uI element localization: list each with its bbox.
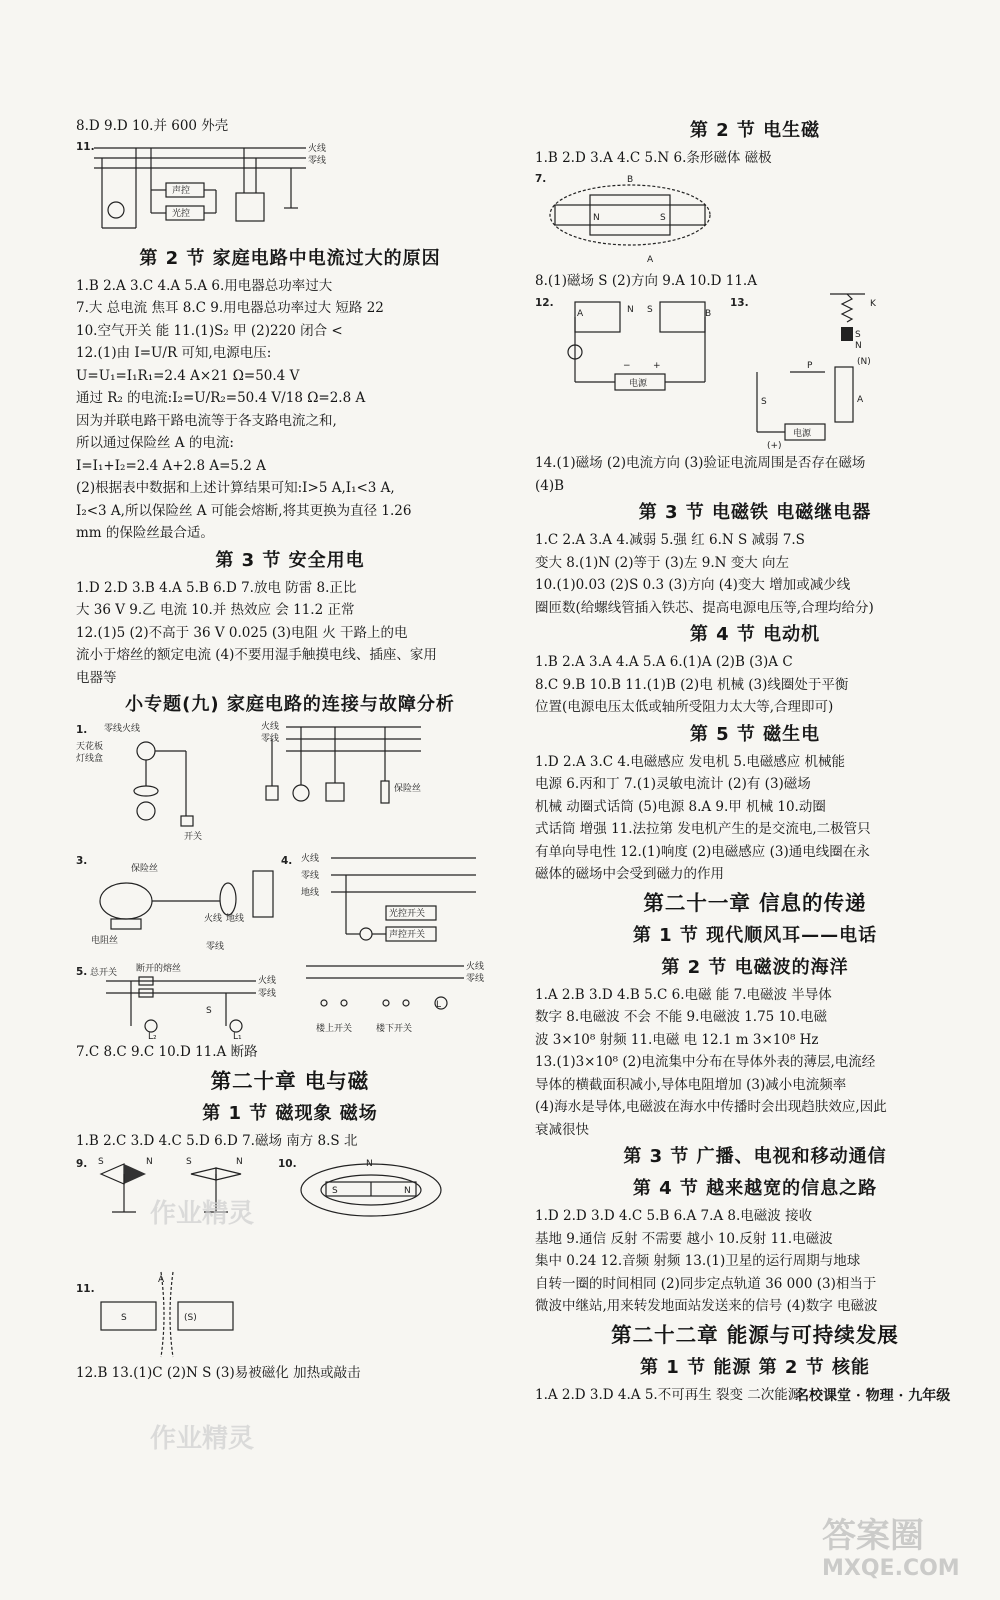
section-safety-answers bbox=[76, 577, 504, 690]
label: A bbox=[647, 254, 654, 265]
section-emag-answers bbox=[535, 529, 975, 619]
answer-line: I=I₁+I₂=2.4 A+2.8 A=5.2 A bbox=[76, 457, 266, 474]
answer-line: 机械 动圈式话筒 (5)电源 8.A 9.甲 机械 10.动圈 bbox=[535, 798, 826, 815]
magnet-pole-icon bbox=[101, 1302, 156, 1330]
label: K bbox=[870, 299, 876, 309]
figure-number: 7. bbox=[535, 172, 547, 185]
section-title: 第 1 节 能源 第 2 节 核能 bbox=[640, 1356, 870, 1378]
figure-number: 10. bbox=[278, 1158, 297, 1170]
circuit-figures-q12-q13 bbox=[535, 292, 975, 452]
chapter-title: 第二十一章 信息的传递 bbox=[643, 890, 867, 915]
label: N bbox=[593, 212, 600, 223]
answer-line: 导体的横截面积减小,导体电阻增加 (3)减小电流频率 bbox=[535, 1076, 847, 1093]
section-title: 第 1 节 磁现象 磁场 bbox=[202, 1102, 378, 1124]
watermark: 作业精灵 bbox=[150, 1199, 255, 1229]
switch-icon bbox=[181, 816, 193, 826]
answer-line: 7.C 8.C 9.C 10.D 11.A 断路 bbox=[76, 1044, 258, 1060]
label: S bbox=[98, 1157, 104, 1167]
label: 光控开关 bbox=[389, 909, 426, 919]
label: L₂ bbox=[148, 1032, 157, 1041]
kettle-icon bbox=[100, 883, 152, 919]
answer-line: 式话筒 增强 11.法拉第 发电机产生的是交流电,二极管只 bbox=[535, 821, 871, 837]
section-title: 第 4 节 电动机 bbox=[689, 624, 821, 645]
light-control-label: 光控 bbox=[172, 208, 191, 219]
answer-line: 8.(1)磁场 S (2)方向 9.A 10.D 11.A bbox=[535, 272, 757, 289]
answer-line: 衰减很快 bbox=[535, 1121, 589, 1138]
answer-line: 电器等 bbox=[76, 669, 117, 686]
answer-line: 12.B 13.(1)C (2)N S (3)易被磁化 加热或敲击 bbox=[76, 1365, 361, 1381]
label: N bbox=[146, 1157, 153, 1167]
label: 火线 bbox=[261, 722, 280, 732]
label: 地线 bbox=[226, 914, 245, 924]
answer-line: 1.A 2.D 3.D 4.A 5.不可再生 裂变 二次能源 bbox=[535, 1386, 802, 1403]
label: A bbox=[857, 395, 864, 405]
label: 电源 bbox=[629, 379, 648, 389]
answer-line: (4)B bbox=[535, 477, 565, 494]
section-title: 第 3 节 广播、电视和移动通信 bbox=[623, 1146, 887, 1167]
answer-line: 磁体的磁场中会受到磁力的作用 bbox=[535, 866, 724, 882]
solenoid-icon bbox=[590, 195, 670, 235]
answer-line: 1.B 2.C 3.D 4.C 5.D 6.D 7.磁场 南方 8.S 北 bbox=[76, 1132, 358, 1149]
lamp-icon bbox=[360, 928, 372, 940]
label: S bbox=[647, 305, 653, 315]
section-current-answers bbox=[76, 275, 504, 545]
figure-number: 9. bbox=[76, 1158, 88, 1170]
switch-icon bbox=[266, 786, 278, 800]
section-wave-answers bbox=[535, 984, 975, 1142]
fuse-icon bbox=[381, 781, 389, 803]
lamp-icon bbox=[108, 202, 124, 218]
plug-icon bbox=[220, 883, 236, 915]
answer-line: 10.(1)0.03 (2)S 0.3 (3)方向 (4)变大 增加或减少线 bbox=[535, 577, 851, 593]
label: 楼上开关 bbox=[316, 1024, 353, 1034]
label: 零线 bbox=[466, 974, 485, 984]
answer-line: 1.C 2.A 3.A 4.减弱 5.强 红 6.N S 减弱 7.S bbox=[535, 532, 805, 548]
label: N bbox=[855, 341, 862, 351]
answer-line: 14.(1)磁场 (2)电流方向 (3)验证电流周围是否存在磁场 bbox=[535, 455, 866, 471]
label: A bbox=[577, 309, 584, 319]
solenoid-figure-q7 bbox=[535, 170, 975, 270]
label: (+) bbox=[767, 441, 782, 451]
section-elec-answers bbox=[535, 452, 975, 497]
label: N bbox=[236, 1157, 243, 1167]
label: N bbox=[404, 1186, 411, 1196]
label: 地线 bbox=[301, 888, 320, 898]
label: (S) bbox=[184, 1313, 197, 1323]
section-title: 第 3 节 电磁铁 电磁继电器 bbox=[638, 502, 872, 523]
label: − bbox=[623, 361, 631, 371]
section-title: 第 4 节 越来越宽的信息之路 bbox=[632, 1178, 878, 1199]
section-title: 第 1 节 现代顺风耳——电话 bbox=[632, 924, 878, 946]
answer-line: mm 的保险丝最合适。 bbox=[76, 525, 214, 541]
section-motor-answers bbox=[535, 651, 975, 719]
label: 零线 bbox=[261, 734, 280, 744]
label: 总开关 bbox=[90, 968, 118, 978]
answer-line: 7.大 总电流 焦耳 8.C 9.用电器总功率过大 短路 22 bbox=[76, 300, 384, 316]
label: S bbox=[186, 1157, 192, 1167]
answer-line: 1.B 2.D 3.A 4.C 5.N 6.条形磁体 磁极 bbox=[535, 150, 772, 166]
answer-line: 圈匝数(给螺线管插入铁芯、提高电源电压等,合理均给分) bbox=[535, 599, 874, 616]
section-title: 第 2 节 电生磁 bbox=[689, 120, 821, 141]
section-title: 第 2 节 家庭电路中电流过大的原因 bbox=[139, 247, 441, 269]
label: S bbox=[761, 397, 767, 407]
answer-line: 微波中继站,用来转发地面站发送来的信号 (4)数字 电磁波 bbox=[535, 1298, 878, 1314]
answer-line: 1.A 2.B 3.D 4.B 5.C 6.电磁 能 7.电磁波 半导体 bbox=[535, 986, 832, 1003]
label: 火线 bbox=[301, 854, 320, 864]
label: S bbox=[332, 1186, 338, 1196]
fire-wire-label: 火线 bbox=[308, 143, 327, 154]
label: 天花板 bbox=[76, 742, 104, 752]
watermark: 作业精灵 bbox=[150, 1424, 255, 1454]
answer-line: 1.D 2.D 3.D 4.C 5.B 6.A 7.A 8.电磁波 接收 bbox=[535, 1208, 813, 1224]
label: 电阻丝 bbox=[91, 936, 119, 946]
chapter-title: 第二十二章 能源与可持续发展 bbox=[611, 1322, 899, 1347]
answer-line: 12.(1)由 I=U/R 可知,电源电压: bbox=[76, 345, 272, 361]
answer-line: 8.C 9.B 10.B 11.(1)B (2)电 机械 (3)线圈处于平衡 bbox=[535, 676, 849, 693]
label: S bbox=[206, 1006, 212, 1016]
answer-line: I₂<3 A,所以保险丝 A 可能会熔断,将其更换为直径 1.26 bbox=[76, 502, 412, 519]
label: L bbox=[436, 1000, 442, 1010]
figure-number: 4. bbox=[281, 855, 293, 867]
label: (N) bbox=[857, 357, 871, 367]
label: 零线 bbox=[301, 871, 320, 881]
figure-number: 11. bbox=[76, 1283, 95, 1295]
figure-number: 5. bbox=[76, 966, 88, 978]
answer-line: 所以通过保险丝 A 的电流: bbox=[76, 435, 234, 451]
answer-line: (4)海水是导体,电磁波在海水中传播时会出现趋肤效应,因此 bbox=[535, 1099, 887, 1115]
answer-line: 8.D 9.D 10.并 600 外壳 bbox=[76, 118, 229, 134]
figure-number: 11. bbox=[76, 140, 95, 153]
label: B bbox=[705, 309, 712, 319]
socket-icon bbox=[326, 783, 344, 801]
label: 火线 bbox=[204, 914, 223, 924]
answer-line: 通过 R₂ 的电流:I₂=U/R₂=50.4 V/18 Ω=2.8 A bbox=[76, 390, 366, 406]
answer-line: 10.空气开关 能 11.(1)S₂ 甲 (2)220 闭合 < bbox=[76, 322, 343, 339]
label: A bbox=[158, 1275, 165, 1285]
answer-line: 位置(电源电压太低或轴所受阻力太大等,合理即可) bbox=[535, 699, 834, 715]
lamp-icon bbox=[137, 802, 155, 820]
answer-line: 1.B 2.A 3.A 4.A 5.A 6.(1)A (2)B (3)A C bbox=[535, 654, 793, 670]
label: B bbox=[627, 174, 634, 185]
section-info-answers bbox=[535, 1205, 975, 1318]
answer-line: 因为并联电路干路电流等于各支路电流之和, bbox=[76, 412, 337, 429]
left-column bbox=[76, 115, 504, 1385]
electromagnet-b-icon bbox=[660, 302, 705, 332]
label: L₁ bbox=[233, 1032, 242, 1041]
answer-line: 电源 6.丙和丁 7.(1)灵敏电流计 (2)有 (3)磁场 bbox=[535, 776, 811, 792]
label: 声控开关 bbox=[389, 930, 426, 940]
label: S bbox=[855, 330, 861, 340]
answer-line: 波 3×10⁸ 射频 11.电磁 电 12.1 m 3×10⁸ Hz bbox=[535, 1031, 819, 1048]
answer-line: 1.D 2.D 3.B 4.A 5.B 6.D 7.放电 防雷 8.正比 bbox=[76, 579, 357, 596]
answer-line: 大 36 V 9.乙 电流 10.并 热效应 会 11.2 正常 bbox=[76, 602, 355, 618]
section-title: 第 3 节 安全用电 bbox=[215, 549, 365, 571]
answer-line: 变大 8.(1)N (2)等于 (3)左 9.N 变大 向左 bbox=[535, 554, 790, 571]
answer-line: 基地 9.通信 反射 不需要 越小 10.反射 11.电磁波 bbox=[535, 1230, 833, 1247]
label: 火线 bbox=[258, 976, 277, 986]
label: 断开的熔丝 bbox=[136, 964, 182, 974]
label: 楼下开关 bbox=[376, 1024, 413, 1034]
figure-number: 3. bbox=[76, 855, 88, 867]
label: 开关 bbox=[184, 832, 203, 842]
label: 保险丝 bbox=[131, 864, 159, 874]
label: 零线 bbox=[206, 942, 225, 952]
label: N bbox=[627, 305, 634, 315]
label: 电源 bbox=[793, 429, 812, 439]
label: P bbox=[807, 361, 813, 371]
answer-line: 有单向导电性 12.(1)响度 (2)电磁感应 (3)通电线圈在永 bbox=[535, 843, 870, 860]
figure-number: 1. bbox=[76, 724, 88, 736]
section-gen-answers bbox=[535, 751, 975, 886]
circuit-figures-topic bbox=[76, 721, 504, 1041]
lamp-icon bbox=[293, 785, 309, 801]
magnet-figures bbox=[76, 1152, 504, 1362]
answer-line: 1.D 2.A 3.C 4.电磁感应 发电机 5.电磁感应 机械能 bbox=[535, 753, 846, 770]
topic-title: 小专题(九) 家庭电路的连接与故障分析 bbox=[125, 694, 455, 715]
answer-line: (2)根据表中数据和上述计算结果可知:I>5 A,I₁<3 A, bbox=[76, 480, 395, 496]
watermark: 答案圈 bbox=[822, 1516, 924, 1556]
watermark: MXQE.COM bbox=[822, 1556, 960, 1581]
answer-line: 1.B 2.A 3.C 4.A 5.A 6.用电器总功率过大 bbox=[76, 277, 333, 294]
section-title: 第 5 节 磁生电 bbox=[689, 723, 821, 745]
label: 灯线盒 bbox=[76, 754, 104, 764]
lamp-icon bbox=[230, 1020, 242, 1032]
label: 零线 bbox=[258, 989, 277, 999]
answer-line: 数字 8.电磁波 不会 不能 9.电磁波 1.75 10.电磁 bbox=[535, 1009, 828, 1025]
right-column bbox=[535, 115, 975, 1406]
zero-wire-label: 零线 bbox=[308, 155, 327, 166]
circuit-figure-q11 bbox=[76, 138, 504, 243]
answer-line: U=U₁=I₁R₁=2.4 A×21 Ω=50.4 V bbox=[76, 367, 300, 384]
coil-icon bbox=[835, 367, 853, 422]
outlet-icon bbox=[253, 871, 273, 917]
sound-control-label: 声控 bbox=[172, 185, 191, 196]
chapter-title: 第二十章 电与磁 bbox=[210, 1068, 370, 1093]
lamp-icon bbox=[145, 1020, 157, 1032]
answer-line: 13.(1)3×10⁸ (2)电流集中分布在导体外表的薄层,电流经 bbox=[535, 1054, 876, 1070]
figure-number: 13. bbox=[730, 297, 749, 309]
label: 零线火线 bbox=[104, 724, 141, 734]
socket-icon bbox=[236, 193, 264, 221]
answer-line: 12.(1)5 (2)不高于 36 V 0.025 (3)电阻 火 干路上的电 bbox=[76, 624, 408, 641]
figure-number: 12. bbox=[535, 297, 554, 309]
label: N bbox=[366, 1159, 373, 1169]
section-title: 第 2 节 电磁波的海洋 bbox=[661, 956, 849, 978]
label: 火线 bbox=[466, 962, 485, 972]
answer-line: 自转一圈的时间相同 (2)同步定点轨道 36 000 (3)相当于 bbox=[535, 1275, 877, 1292]
answer-line: 流小于熔丝的额定电流 (4)不要用湿手触摸电线、插座、家用 bbox=[76, 647, 437, 663]
label: 保险丝 bbox=[394, 784, 422, 794]
page-footer: 名校课堂 · 物理 · 九年级 bbox=[795, 1388, 951, 1404]
label: S bbox=[121, 1313, 127, 1323]
answer-line: 集中 0.24 12.音频 射频 13.(1)卫星的运行周期与地球 bbox=[535, 1253, 861, 1269]
label: + bbox=[653, 361, 661, 371]
label: S bbox=[660, 212, 666, 223]
spring-icon bbox=[842, 294, 852, 322]
